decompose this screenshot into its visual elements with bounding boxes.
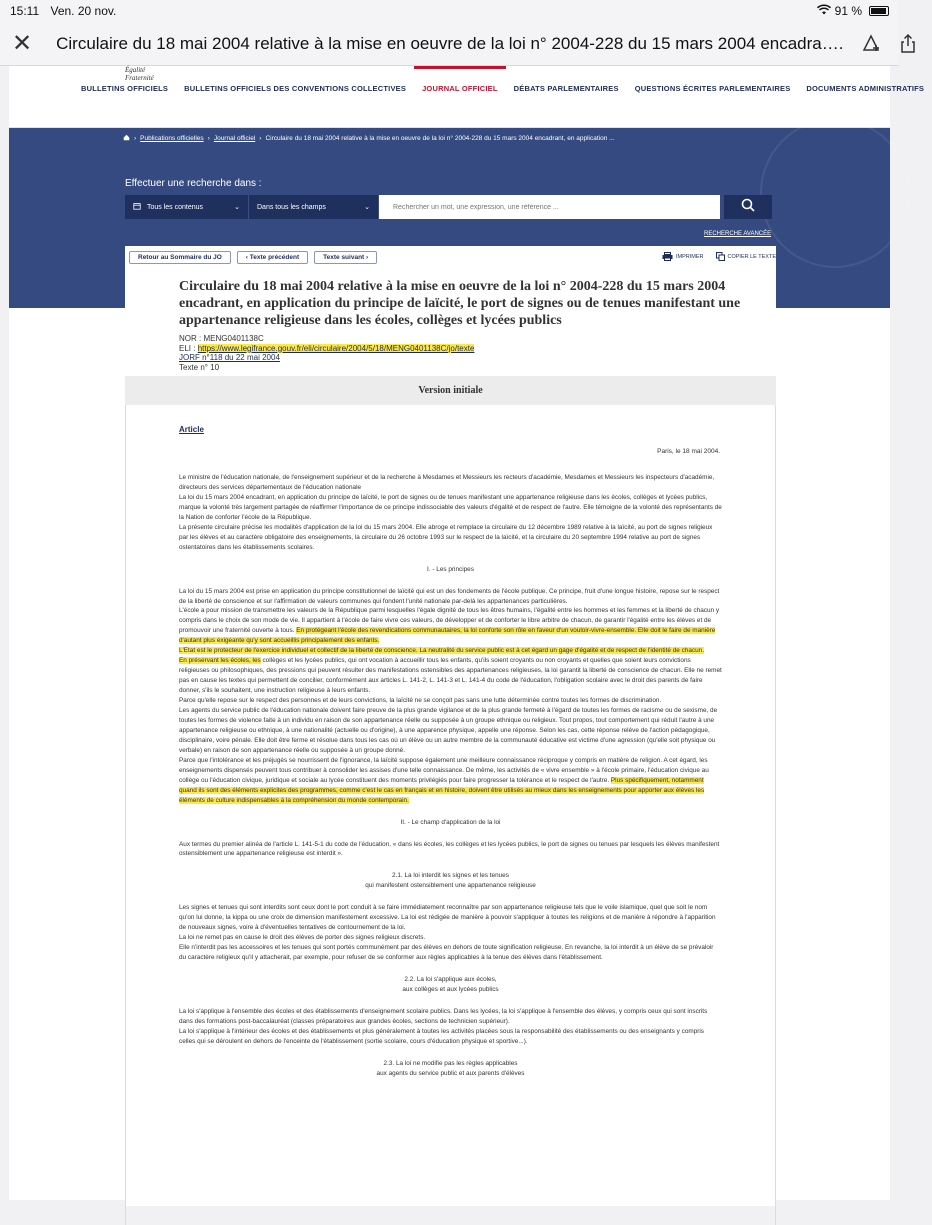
logo-line2: Fraternité — [125, 74, 154, 82]
document-tools — [662, 252, 776, 261]
article-link[interactable]: Article — [179, 425, 204, 434]
search-icon — [741, 198, 755, 217]
share-icon[interactable] — [899, 33, 917, 55]
paragraph: Les signes et tenues qui sont interdits sont ceux dont le port conduit à se faire immédiatement reconnaître par son appartenance religieuse tels que le voile islamique, quel que soit le nom qu'on lui donne, la kippa ou une croix de dimension manifestement excessive. La loi est rédigée de manière à pouvoir s'appliquer à toutes les religions et de manière à répondre à l'apparition de nouveaux signes, voire à d'éventuelles tentatives de contournement de la loi. — [179, 904, 716, 932]
close-icon[interactable]: ✕ — [12, 30, 33, 57]
text-segment: L'école a pour mission de transmettre les valeurs de la République parmi lesquelles l'égale dignité de tous les êtres humains, l'égalité entre les hommes et les femmes et la liberté de chacun y compris dans le choix de son mode de vie. Il appartient à l'école de faire vivre ces valeurs, de développer et de conforter le libre arbitre de chacun, de garantir l'égalité entre les élèves et de promouvoir une fraternité ouverte à tous. — [179, 607, 720, 635]
print-label: IMPRIMER — [676, 253, 704, 260]
highlighted-text: L'Etat est le protecteur de l'exercice individuel et collectif de la liberté de conscience. La neutralité du service public est à cet égard un gage d'égalité et de respect de l'identité de chacun. — [179, 647, 704, 655]
nav-item-debats-parlementaires[interactable]: DÉBATS PARLEMENTAIRES — [513, 84, 619, 93]
breadcrumb-journal-officiel[interactable]: Journal officiel — [213, 135, 256, 142]
paragraph: La loi s'applique à l'intérieur des écoles et des établissements et plus généralement à toutes les activités placées sous la responsabilité des établissements ou des enseignants y compris celles qui se déroulent en dehors de l'enceinte de l'établissement (sortie scolaire, cours d'éducation physique et sportive...). — [179, 1027, 704, 1045]
document-text — [179, 473, 722, 1079]
document-title: Circulaire du 18 mai 2004 relative à la mise en oeuvre de la loi n° 2004-228 du 15 mars 2004 encadrant, en application du principe de laïcité, le port de signes ou de tenues manifestant une appartenance religieuse dans les écoles, collèges et lycées publics — [179, 279, 741, 328]
wifi-icon — [817, 4, 831, 18]
browser-toolbar — [0, 22, 899, 66]
status-time: 15:11 — [10, 4, 40, 18]
highlighted-text: Plus spécifiquement, notamment quand ils sont des éléments explicites des programmes, comme c'est le cas en français et en histoire, doivent être utilisés au mieux dans les enseignements pour apporter aux élèves les éléments de culture indispensables à la compréhension du monde contemporain. — [179, 776, 705, 804]
text-segment: Parce que l'intolérance et les préjugés se nourrissent de l'ignorance, la laïcité suppose également une meilleure connaissance réciproque y compris en matière de religion. A cet égard, les enseignements dispensés peuvent tous contribuer à consolider les assises d'une telle connaissance. De même, les activités de « vivre ensemble » à l'école primaire, l'éducation civique au collège ou l'éducation civique, juridique et sociale au lycée constituent des moments privilégiés pour faire progresser la tolérance et le respect de l'autre. — [179, 756, 709, 784]
section-heading: II. - Le champ d'application de la loi — [400, 818, 501, 826]
subsection-heading: aux collèges et aux lycées publics — [402, 985, 499, 993]
page-title: Circulaire du 18 mai 2004 relative à la mise en oeuvre de la loi n° 2004-228 du 15 mars 2004 encadra…. — [56, 33, 844, 53]
search-button[interactable] — [724, 195, 772, 219]
paragraph: Parce qu'elle repose sur le respect des personnes et de leurs convictions, la laïcité ne se conçoit pas sans une lutte déterminée contre toutes les formes de discrimination. — [179, 697, 662, 705]
paragraph — [179, 756, 722, 806]
back-to-summary-button[interactable]: Retour au Sommaire du JO — [129, 251, 231, 264]
copy-icon — [716, 252, 725, 261]
dateline: Paris, le 18 mai 2004. — [657, 448, 720, 455]
battery-percent: 91 % — [834, 4, 862, 18]
subsection-heading: aux agents du service public et aux parents d'élèves — [376, 1069, 525, 1077]
texte-number: Texte n° 10 — [179, 362, 220, 372]
next-text-button[interactable]: Texte suivant › — [314, 251, 377, 264]
nav-item-journal-officiel[interactable]: JOURNAL OFFICIEL — [414, 84, 506, 93]
text-segment: collèges et les lycées publics, qui ont vocation à accueillir tous les enfants, qu'ils soient croyants ou non croyants et quelles que soient leurs convictions religieuses ou philosophiques, des pressions qui peuvent résulter des manifestations ostensibles des appartenances religieuses, la loi garantit la liberté de conscience de chacun. Elle ne remet pas en cause les textes qui permettent de concilier, conformément aux articles L. 141-2, L. 141-3 et L. 141-4 du code de l'éducation, l'obligation scolaire avec le droit des parents de faire donner, s'ils le souhaitent, une instruction religieuse à leurs enfants. — [179, 657, 722, 695]
site-logo — [125, 66, 154, 82]
document-meta — [179, 334, 474, 372]
status-bar — [0, 0, 899, 22]
nav-item-conventions-collectives[interactable]: BULLETINS OFFICIELS DES CONVENTIONS COLLECTIVES — [184, 84, 407, 93]
web-page — [9, 66, 925, 1200]
eli-link[interactable]: https://www.legifrance.gouv.fr/eli/circulaire/2004/5/18/MENG0401138C/jo/texte — [197, 343, 475, 353]
subsection-heading: 2.1. La loi interdit les signes et les tenues — [392, 872, 509, 880]
nav-items — [73, 84, 932, 93]
paragraph: La présente circulaire précise les modalités d'application de la loi du 15 mars 2004. Elle abroge et remplace la circulaire du 12 décembre 1989 relative à la laïcité, au port de signes religieux par les élèves et au caractère obligatoire des enseignements, la circulaire du 26 octobre 1993 sur le respect de la laïcité, et la circulaire du 20 septembre 1994 relative au port de signes ostentatoires dans les établissements scolaires. — [179, 523, 713, 551]
print-button[interactable] — [662, 252, 704, 261]
chevron-down-icon: ⌄ — [364, 204, 370, 211]
version-header: Version initiale — [125, 376, 776, 405]
paragraph: La loi du 15 mars 2004 encadrant, en application du principe de laïcité, le port de signes ou de tenues manifestant une appartenance religieuse dans les écoles, collèges et lycées publics, marque la volonté très largement partagée de réaffirmer l'importance de ce principe indissociable des valeurs d'égalité et de respect de l'autre. Elle témoigne de la volonté des représentants de la Nation de conforter l'école de la République. — [179, 493, 722, 521]
field-select[interactable] — [249, 195, 379, 219]
calendar-icon — [133, 202, 141, 212]
section-heading: I. - Les principes — [427, 565, 474, 573]
advanced-search-link[interactable]: RECHERCHE AVANCÉE — [704, 231, 772, 237]
copy-label: COPIER LE TEXTE — [727, 253, 776, 260]
breadcrumb-current: Circulaire du 18 mai 2004 relative à la mise en oeuvre de la loi n° 2004-228 du 15 mars 2004 encadrant, en application ... — [265, 135, 615, 142]
nor: NOR : MENG0401138C — [179, 334, 264, 343]
content-select-value: Tous les contenus — [147, 203, 204, 211]
home-icon[interactable] — [123, 134, 130, 143]
jorf-link[interactable]: JORF n°118 du 22 mai 2004 — [179, 353, 280, 362]
paragraph: Aux termes du premier alinéa de l'article L. 141-5-1 du code de l'éducation, « dans les écoles, les collèges et les lycées publics, le port de signes ou tenues par lesquels les élèves manifestent ostensiblement une appartenance religieuse est interdit ». — [179, 840, 720, 858]
paragraph — [179, 646, 722, 656]
logo-line1: Égalité — [125, 66, 146, 74]
paragraph: Elle n'interdit pas les accessoires et les tenues qui sont portés communément par des élèves en dehors de toute signification religieuse. En revanche, la loi interdit à un élève de se prévaloir du caractère religieux qu'il y attacherait, par exemple, pour refuser de se conformer aux règles applicables à la tenue des élèves dans l'établissement. — [179, 944, 714, 962]
search-input[interactable] — [379, 195, 720, 219]
add-bookmark-icon[interactable] — [861, 33, 881, 55]
paragraph — [179, 656, 722, 696]
search-row — [125, 195, 772, 219]
paragraph: La loi s'applique à l'ensemble des écoles et des établissements d'enseignement scolaire publics. Dans les lycées, la loi s'applique à l'ensemble des élèves, y compris ceux qui sont inscrits dans des formations post-baccalauréat (classes préparatoires aux grandes écoles, sections de technicien supérieur). — [179, 1007, 708, 1025]
subsection-heading: qui manifestent ostensiblement une appartenance religieuse — [365, 882, 536, 890]
nav-item-bulletins-officiels[interactable]: BULLETINS OFFICIELS — [81, 84, 169, 93]
paragraph: La loi ne remet pas en cause le droit des élèves de porter des signes religieux discrets. — [179, 934, 426, 942]
document-nav-buttons — [129, 251, 377, 264]
status-left — [10, 4, 124, 18]
content-select[interactable] — [125, 195, 249, 219]
seal-watermark — [760, 118, 910, 268]
breadcrumb: › Publications officielles › Journal officiel › Circulaire du 18 mai 2004 relative à la mise en oeuvre de la loi n° 2004-228 du 15 mars 2004 encadrant, en application ... — [123, 134, 615, 143]
status-date: Ven. 20 nov. — [50, 4, 117, 18]
document-area — [125, 246, 776, 1206]
field-select-value: Dans tous les champs — [257, 203, 326, 211]
battery-icon — [869, 6, 889, 16]
nav-item-questions-ecrites[interactable]: QUESTIONS ÉCRITES PARLEMENTAIRES — [634, 84, 791, 93]
eli-label: ELI : — [179, 343, 198, 353]
highlighted-text: En protégeant l'école des revendications communautaires, la loi conforte son rôle en faveur d'un vouloir-vivre-ensemble. Elle doit le faire de manière d'autant plus exigeante qu'y sont accueillis principalement des enfants. — [179, 627, 716, 645]
subsection-heading: 2.2. La loi s'applique aux écoles, — [404, 976, 497, 984]
highlighted-text: En préservant les écoles, les — [179, 657, 261, 665]
nav-item-documents-administratifs[interactable]: DOCUMENTS ADMINISTRATIFS — [806, 84, 925, 93]
copy-text-button[interactable] — [716, 252, 777, 261]
paragraph: La loi du 15 mars 2004 est prise en application du principe constitutionnel de laïcité qui est un des fondements de l'école publique. Ce principe, fruit d'une longue histoire, repose sur le respect de la liberté de conscience et sur l'affirmation de valeurs communes qui fondent l'unité nationale par-delà les appartenances particulières. — [179, 587, 720, 605]
paragraph: Le ministre de l'éducation nationale, de l'enseignement supérieur et de la recherche à Mesdames et Messieurs les recteurs d'académie, Mesdames et Messieurs les inspecteurs d'académie, directeurs des services départementaux de l'éducation nationale — [179, 474, 715, 491]
chevron-down-icon: ⌄ — [234, 204, 240, 211]
top-navigation — [9, 66, 925, 128]
previous-text-button[interactable]: ‹ Texte précédent — [237, 251, 308, 264]
paragraph: Les agents du service public de l'éducation nationale doivent faire preuve de la plus grande vigilance et de la plus grande fermeté à l'égard de toutes les formes de racisme ou de sexisme, de toutes les formes de violence faite à un individu en raison de son appartenance réelle ou supposée à un groupe ethnique ou religieux. Tout propos, tout comportement qui réduit l'autre à une appartenance religieuse ou ethnique, à une nationalité (actuelle ou d'origine), à une apparence physique, appelle une réponse. Selon les cas, cette réponse relève de l'action pédagogique, disciplinaire, voire pénale. Elle doit être ferme et résolue dans tous les cas où un élève ou un autre membre de la communauté éducative est victime d'une agression (qu'elle soit physique ou verbale) en raison de son appartenance réelle ou supposée à un groupe donné. — [179, 707, 718, 754]
subsection-heading: 2.3. La loi ne modifie pas les règles applicables — [383, 1059, 518, 1067]
status-right — [817, 4, 889, 18]
search-label: Effectuer une recherche dans : — [125, 178, 262, 189]
breadcrumb-publications[interactable]: Publications officielles — [140, 135, 204, 142]
paragraph — [179, 606, 722, 646]
printer-icon — [662, 252, 673, 261]
document-body — [125, 405, 776, 1225]
eli-line — [179, 344, 474, 354]
